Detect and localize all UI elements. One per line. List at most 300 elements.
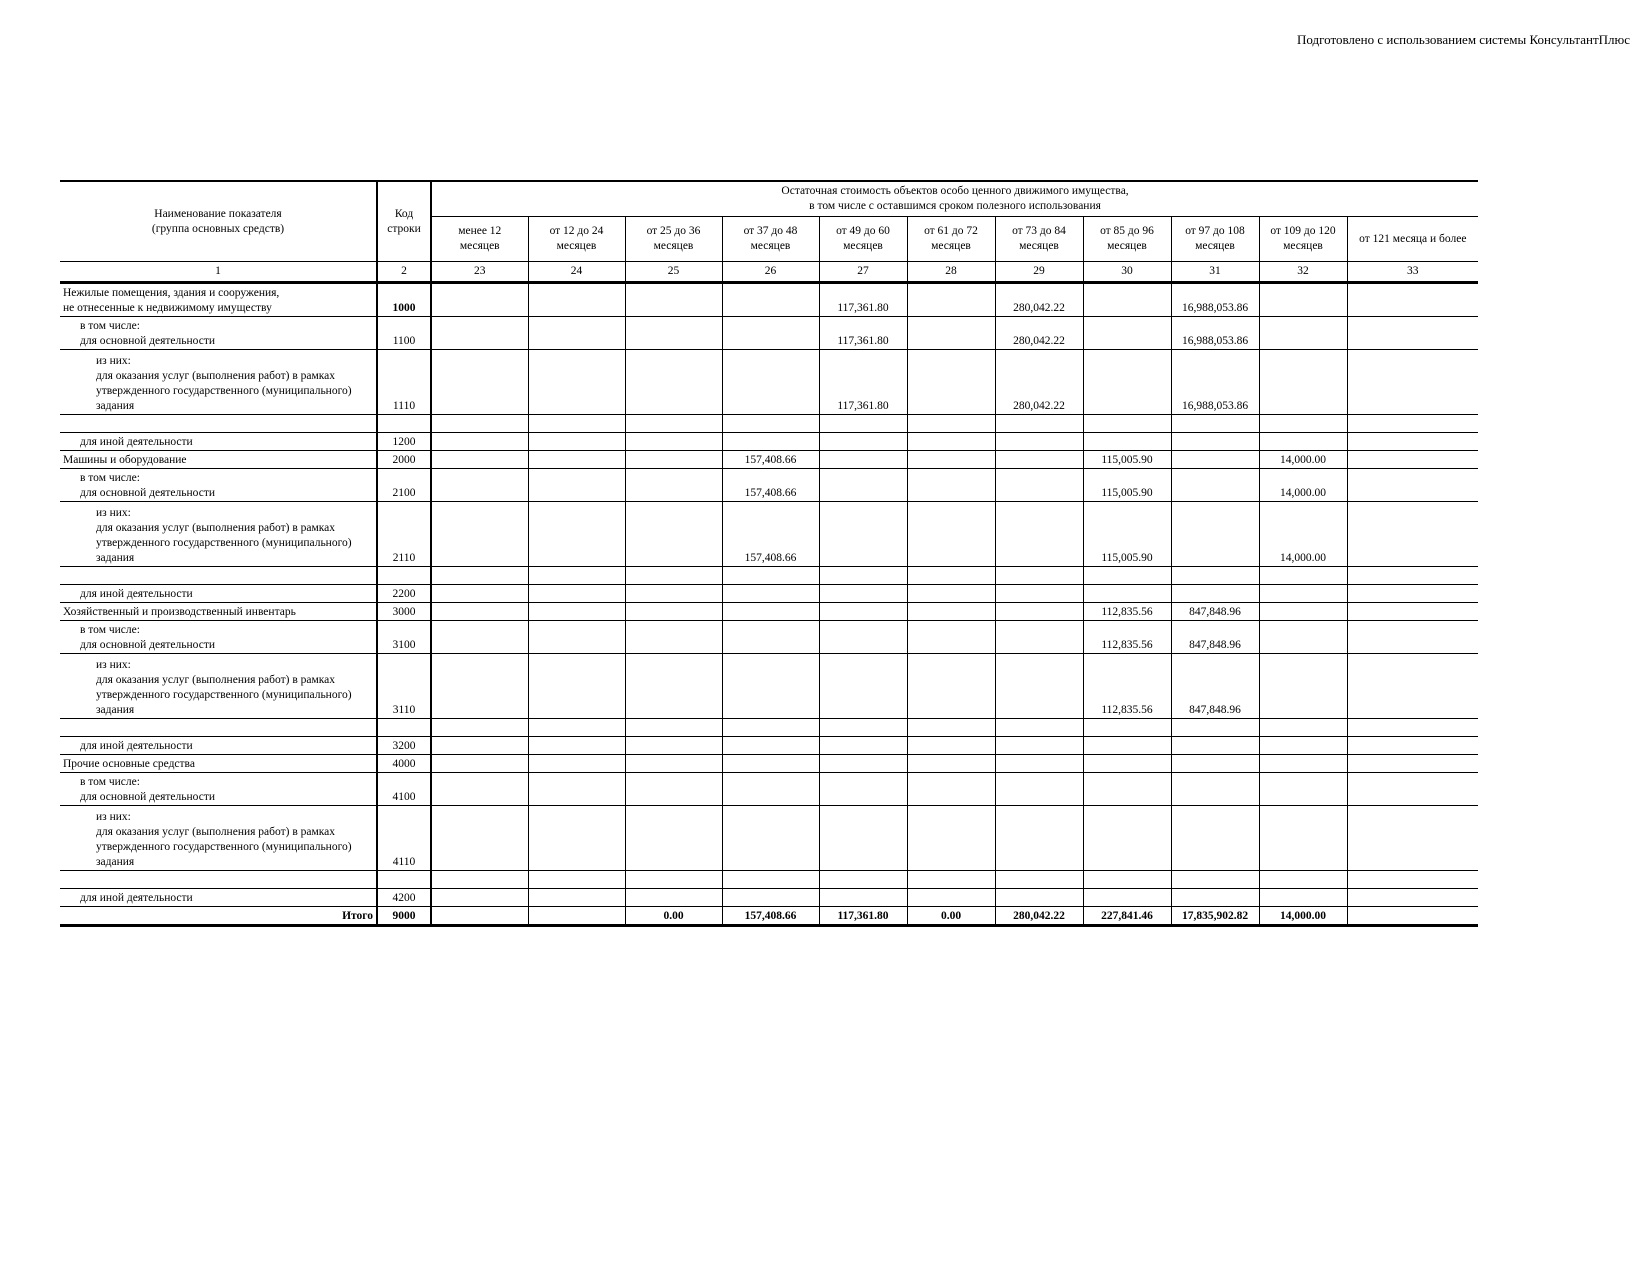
row-value: [528, 585, 625, 603]
row-value: [907, 469, 995, 502]
header-period: от 109 до 120 месяцев: [1259, 217, 1347, 262]
row-value: [625, 889, 722, 907]
row-value: 14,000.00: [1259, 502, 1347, 567]
row-value: [528, 621, 625, 654]
row-name: для иной деятельности: [60, 889, 377, 907]
row-value: [1083, 773, 1171, 806]
row-value: [1347, 567, 1478, 585]
row-value: [528, 654, 625, 719]
row-value: [1347, 433, 1478, 451]
row-name: из них: для оказания услуг (выполнения работ) в рамках утвержденного государственного (муниципального) задания: [60, 806, 377, 871]
row-value: 115,005.90: [1083, 502, 1171, 567]
row-name: Прочие основные средства: [60, 755, 377, 773]
row-value: [1347, 621, 1478, 654]
row-value: [528, 567, 625, 585]
total-value: [1347, 907, 1478, 926]
table-row: [60, 350, 1478, 415]
row-value: [1259, 871, 1347, 889]
table-row: [60, 755, 1478, 773]
row-value: [819, 737, 907, 755]
row-value: [625, 755, 722, 773]
row-value: 115,005.90: [1083, 451, 1171, 469]
row-value: [431, 755, 528, 773]
row-value: [819, 654, 907, 719]
row-value: [907, 889, 995, 907]
row-value: [1347, 451, 1478, 469]
row-value: [1171, 502, 1259, 567]
row-value: [819, 567, 907, 585]
row-value: [819, 806, 907, 871]
row-value: [819, 773, 907, 806]
row-value: [907, 654, 995, 719]
row-value: [722, 654, 819, 719]
row-value: [995, 871, 1083, 889]
row-value: [1347, 654, 1478, 719]
row-value: [722, 719, 819, 737]
row-value: [722, 889, 819, 907]
row-value: [528, 871, 625, 889]
row-value: [819, 755, 907, 773]
row-value: [819, 433, 907, 451]
row-value: [431, 889, 528, 907]
row-name: из них: для оказания услуг (выполнения работ) в рамках утвержденного государственного (муниципального) задания: [60, 654, 377, 719]
row-value: [1347, 350, 1478, 415]
row-value: [625, 585, 722, 603]
row-value: [722, 433, 819, 451]
table-row: [60, 603, 1478, 621]
table-row: [60, 469, 1478, 502]
row-value: [1347, 889, 1478, 907]
row-value: [722, 871, 819, 889]
row-value: [722, 283, 819, 317]
row-value: [907, 567, 995, 585]
row-code: 1100: [377, 317, 431, 350]
row-value: [625, 433, 722, 451]
row-code: 2000: [377, 451, 431, 469]
row-value: [1083, 585, 1171, 603]
row-value: [722, 415, 819, 433]
row-code: 3110: [377, 654, 431, 719]
row-value: [1083, 755, 1171, 773]
table-row: [60, 317, 1478, 350]
row-name: для иной деятельности: [60, 433, 377, 451]
row-value: [1259, 806, 1347, 871]
row-name: для иной деятельности: [60, 737, 377, 755]
header-period: от 97 до 108 месяцев: [1171, 217, 1259, 262]
column-number: 1: [60, 262, 377, 283]
row-value: [1347, 502, 1478, 567]
row-value: [995, 737, 1083, 755]
row-code: [377, 719, 431, 737]
row-value: [1171, 469, 1259, 502]
total-value: [528, 907, 625, 926]
row-value: [1083, 889, 1171, 907]
row-value: 112,835.56: [1083, 654, 1171, 719]
row-value: [625, 806, 722, 871]
row-name: [60, 871, 377, 889]
column-number: 31: [1171, 262, 1259, 283]
row-code: 1000: [377, 283, 431, 317]
header-period: менее 12 месяцев: [431, 217, 528, 262]
row-value: [995, 773, 1083, 806]
row-value: [625, 603, 722, 621]
table-body: [60, 283, 1478, 926]
row-value: [625, 567, 722, 585]
row-value: [1171, 871, 1259, 889]
row-value: [722, 603, 819, 621]
row-value: [1171, 755, 1259, 773]
row-value: [995, 567, 1083, 585]
row-value: [1171, 567, 1259, 585]
row-name: [60, 567, 377, 585]
row-value: [625, 451, 722, 469]
row-value: [995, 502, 1083, 567]
row-value: 112,835.56: [1083, 621, 1171, 654]
row-value: [528, 889, 625, 907]
row-value: [722, 567, 819, 585]
header-period: от 85 до 96 месяцев: [1083, 217, 1171, 262]
row-value: [995, 654, 1083, 719]
row-value: [907, 621, 995, 654]
row-value: [722, 350, 819, 415]
row-value: [722, 806, 819, 871]
row-value: [431, 585, 528, 603]
row-value: [1171, 737, 1259, 755]
row-value: [1259, 433, 1347, 451]
total-code: 9000: [377, 907, 431, 926]
row-value: [1259, 350, 1347, 415]
row-value: [907, 317, 995, 350]
row-name: [60, 719, 377, 737]
header-row-code: Код строки: [377, 181, 431, 262]
row-value: [528, 283, 625, 317]
row-value: [907, 806, 995, 871]
row-value: [1259, 773, 1347, 806]
row-value: 847,848.96: [1171, 603, 1259, 621]
row-code: 1200: [377, 433, 431, 451]
row-value: [819, 621, 907, 654]
table-row: [60, 621, 1478, 654]
row-value: [1347, 719, 1478, 737]
row-value: [528, 719, 625, 737]
row-value: [625, 415, 722, 433]
row-value: 847,848.96: [1171, 654, 1259, 719]
row-code: [377, 415, 431, 433]
row-value: [1347, 737, 1478, 755]
row-value: [1083, 737, 1171, 755]
row-value: [625, 469, 722, 502]
row-value: [1347, 283, 1478, 317]
row-value: [528, 773, 625, 806]
row-value: [1347, 871, 1478, 889]
row-value: [431, 469, 528, 502]
header-period: от 49 до 60 месяцев: [819, 217, 907, 262]
row-value: 280,042.22: [995, 283, 1083, 317]
row-value: [722, 585, 819, 603]
column-number: 30: [1083, 262, 1171, 283]
row-value: [625, 737, 722, 755]
column-number: 29: [995, 262, 1083, 283]
row-value: [431, 415, 528, 433]
table-row: [60, 283, 1478, 317]
row-value: [1171, 451, 1259, 469]
table-row: [60, 567, 1478, 585]
table-row: [60, 773, 1478, 806]
prepared-note: Подготовлено с использованием системы КонсультантПлюс: [1296, 32, 1630, 47]
row-value: [1259, 621, 1347, 654]
total-value: [431, 907, 528, 926]
row-value: [907, 585, 995, 603]
row-code: 4000: [377, 755, 431, 773]
row-value: [722, 737, 819, 755]
column-number: 24: [528, 262, 625, 283]
row-value: [907, 737, 995, 755]
row-value: [1083, 567, 1171, 585]
row-value: [1171, 773, 1259, 806]
row-value: [625, 654, 722, 719]
row-name: для иной деятельности: [60, 585, 377, 603]
table-row: [60, 871, 1478, 889]
row-value: [1259, 889, 1347, 907]
row-value: [1347, 317, 1478, 350]
total-value: 157,408.66: [722, 907, 819, 926]
row-value: [1083, 433, 1171, 451]
column-number: 33: [1347, 262, 1478, 283]
row-value: [431, 603, 528, 621]
row-value: [431, 719, 528, 737]
row-value: 115,005.90: [1083, 469, 1171, 502]
row-value: 14,000.00: [1259, 469, 1347, 502]
row-value: [819, 603, 907, 621]
row-value: 157,408.66: [722, 502, 819, 567]
row-code: 3000: [377, 603, 431, 621]
row-code: 4100: [377, 773, 431, 806]
column-number: 32: [1259, 262, 1347, 283]
row-value: [995, 755, 1083, 773]
row-value: [625, 350, 722, 415]
row-value: [1083, 719, 1171, 737]
header-period: от 121 месяца и более: [1347, 217, 1478, 262]
row-value: [819, 415, 907, 433]
row-value: [907, 755, 995, 773]
table-row: [60, 719, 1478, 737]
table-row: [60, 451, 1478, 469]
row-value: [995, 621, 1083, 654]
row-code: 1110: [377, 350, 431, 415]
row-value: [431, 317, 528, 350]
row-value: [995, 806, 1083, 871]
row-code: 3100: [377, 621, 431, 654]
row-value: [528, 469, 625, 502]
row-value: [1171, 433, 1259, 451]
column-number: 2: [377, 262, 431, 283]
row-value: [907, 773, 995, 806]
row-value: [819, 585, 907, 603]
row-code: 4110: [377, 806, 431, 871]
total-value: 0.00: [625, 907, 722, 926]
total-value: 117,361.80: [819, 907, 907, 926]
row-value: [1083, 283, 1171, 317]
row-value: 16,988,053.86: [1171, 317, 1259, 350]
row-value: [1259, 654, 1347, 719]
row-value: [528, 415, 625, 433]
row-value: [907, 350, 995, 415]
row-value: [431, 502, 528, 567]
row-value: [528, 317, 625, 350]
row-value: [431, 350, 528, 415]
row-value: [907, 433, 995, 451]
total-label: Итого: [60, 907, 377, 926]
row-value: [528, 755, 625, 773]
table-row: [60, 502, 1478, 567]
row-value: [625, 871, 722, 889]
row-value: [907, 502, 995, 567]
row-value: [1083, 317, 1171, 350]
row-value: 847,848.96: [1171, 621, 1259, 654]
column-number: 23: [431, 262, 528, 283]
row-value: [995, 603, 1083, 621]
row-value: [907, 603, 995, 621]
row-value: [1259, 719, 1347, 737]
row-value: [995, 585, 1083, 603]
row-code: 2200: [377, 585, 431, 603]
row-value: [1259, 755, 1347, 773]
row-value: [625, 283, 722, 317]
table-row: [60, 737, 1478, 755]
row-value: 14,000.00: [1259, 451, 1347, 469]
total-value: 14,000.00: [1259, 907, 1347, 926]
total-value: 227,841.46: [1083, 907, 1171, 926]
row-value: [1259, 415, 1347, 433]
row-value: [1259, 283, 1347, 317]
column-number: 26: [722, 262, 819, 283]
row-value: 117,361.80: [819, 283, 907, 317]
total-value: 0.00: [907, 907, 995, 926]
row-name: в том числе: для основной деятельности: [60, 773, 377, 806]
row-value: [722, 317, 819, 350]
table-row: [60, 806, 1478, 871]
row-value: [431, 621, 528, 654]
row-value: [995, 719, 1083, 737]
row-value: 117,361.80: [819, 350, 907, 415]
row-value: [1171, 415, 1259, 433]
row-value: [995, 451, 1083, 469]
row-value: 157,408.66: [722, 451, 819, 469]
row-name: Машины и оборудование: [60, 451, 377, 469]
row-value: [722, 755, 819, 773]
row-value: [431, 433, 528, 451]
row-value: [528, 806, 625, 871]
row-value: [995, 433, 1083, 451]
row-value: [528, 451, 625, 469]
row-value: [907, 871, 995, 889]
row-code: 2100: [377, 469, 431, 502]
row-value: [528, 502, 625, 567]
row-value: 280,042.22: [995, 350, 1083, 415]
row-value: [625, 719, 722, 737]
row-value: [1171, 585, 1259, 603]
row-name: Хозяйственный и производственный инвентарь: [60, 603, 377, 621]
row-name: в том числе: для основной деятельности: [60, 621, 377, 654]
row-value: [995, 415, 1083, 433]
row-value: 117,361.80: [819, 317, 907, 350]
row-value: [1171, 889, 1259, 907]
table-row: [60, 585, 1478, 603]
row-name: в том числе: для основной деятельности: [60, 317, 377, 350]
row-value: [819, 871, 907, 889]
row-value: 280,042.22: [995, 317, 1083, 350]
header-period: от 61 до 72 месяцев: [907, 217, 995, 262]
row-value: [1259, 317, 1347, 350]
row-value: 16,988,053.86: [1171, 350, 1259, 415]
row-code: 3200: [377, 737, 431, 755]
total-value: 280,042.22: [995, 907, 1083, 926]
row-value: [625, 317, 722, 350]
row-value: [431, 567, 528, 585]
row-value: [431, 654, 528, 719]
row-value: [1171, 719, 1259, 737]
row-value: [625, 621, 722, 654]
row-value: [528, 603, 625, 621]
row-value: [722, 621, 819, 654]
header-period: от 73 до 84 месяцев: [995, 217, 1083, 262]
row-name: из них: для оказания услуг (выполнения работ) в рамках утвержденного государственного (муниципального) задания: [60, 502, 377, 567]
row-value: [819, 889, 907, 907]
row-name: из них: для оказания услуг (выполнения работ) в рамках утвержденного государственного (муниципального) задания: [60, 350, 377, 415]
header-indicator-name: Наименование показателя (группа основных средств): [60, 181, 377, 262]
row-name: [60, 415, 377, 433]
row-value: [819, 451, 907, 469]
fixed-assets-table: [60, 180, 1478, 927]
row-value: [1259, 567, 1347, 585]
total-value: 17,835,902.82: [1171, 907, 1259, 926]
row-value: [528, 350, 625, 415]
row-value: [907, 283, 995, 317]
row-value: 112,835.56: [1083, 603, 1171, 621]
row-value: [528, 737, 625, 755]
row-value: [1347, 585, 1478, 603]
row-value: [1083, 350, 1171, 415]
row-value: [431, 871, 528, 889]
row-value: [907, 451, 995, 469]
header-period: от 25 до 36 месяцев: [625, 217, 722, 262]
row-code: 2110: [377, 502, 431, 567]
row-value: [819, 502, 907, 567]
row-value: [1347, 469, 1478, 502]
row-value: [1083, 415, 1171, 433]
table-row: [60, 889, 1478, 907]
row-value: [1347, 806, 1478, 871]
row-code: [377, 567, 431, 585]
row-code: [377, 871, 431, 889]
row-value: [1083, 806, 1171, 871]
row-value: [431, 737, 528, 755]
row-value: [995, 469, 1083, 502]
row-value: [1259, 737, 1347, 755]
row-value: [995, 889, 1083, 907]
column-number: 27: [819, 262, 907, 283]
header-period: от 12 до 24 месяцев: [528, 217, 625, 262]
header-residual-value-group: Остаточная стоимость объектов особо ценного движимого имущества, в том числе с оставшимся сроком полезного использования: [431, 181, 1478, 217]
row-value: [1347, 773, 1478, 806]
row-value: [431, 451, 528, 469]
row-value: [1347, 415, 1478, 433]
row-value: [528, 433, 625, 451]
column-number: 28: [907, 262, 995, 283]
row-code: 4200: [377, 889, 431, 907]
column-numbers-row: [60, 262, 1478, 283]
row-value: [625, 502, 722, 567]
